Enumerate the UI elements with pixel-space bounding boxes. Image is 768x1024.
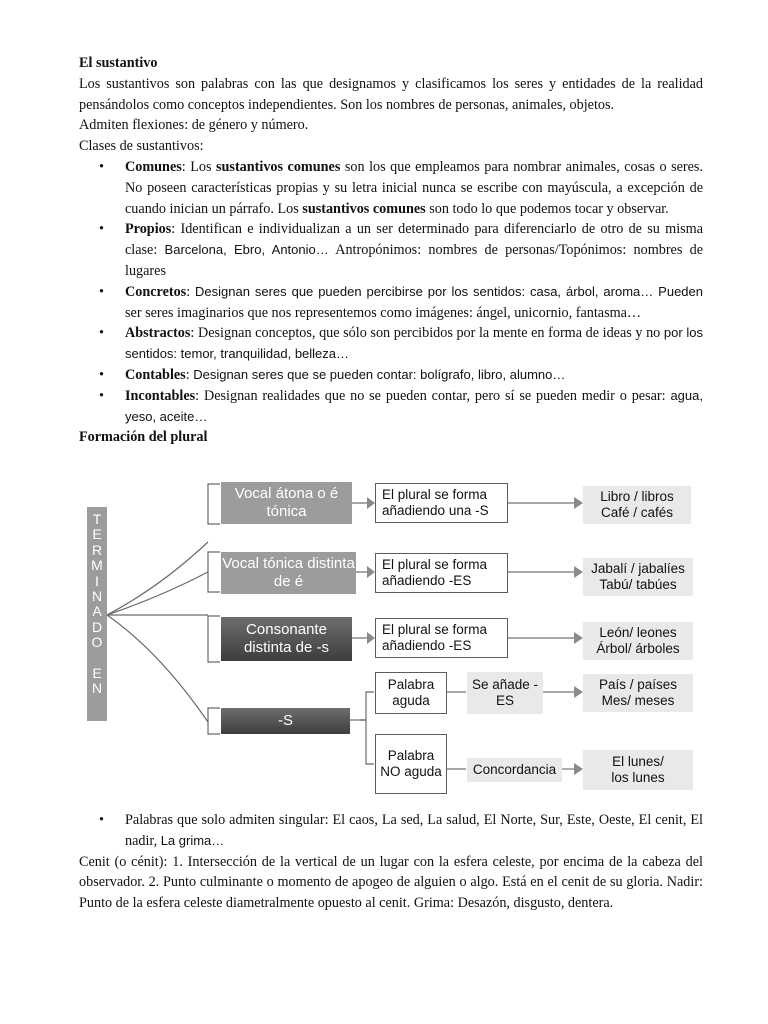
ending-s: -S bbox=[221, 708, 350, 734]
list-item-comunes bbox=[79, 157, 703, 219]
noun-classes-list bbox=[79, 157, 703, 427]
bullet-icon: • bbox=[99, 158, 104, 175]
examples-text: Barcelona, Ebro, Antonio… bbox=[164, 242, 329, 258]
document-body bbox=[79, 53, 703, 448]
item-text: Antropónimos: nombres de personas/Topónimos: nombres de lugares bbox=[125, 242, 704, 279]
side-letter: O bbox=[91, 634, 103, 651]
bullet-icon: • bbox=[99, 366, 104, 383]
item-text: : Identifican e individualizan a un ser determinado para diferenciarlo de otro de su misma clase: bbox=[125, 221, 703, 259]
list-item-propios bbox=[79, 219, 703, 281]
side-letter: M bbox=[91, 557, 103, 574]
result-leones: León/ leones Árbol/ árboles bbox=[583, 622, 693, 660]
plural-formation-diagram bbox=[0, 472, 768, 802]
result-jabalies: Jabalí / jabalíes Tabú/ tabúes bbox=[583, 558, 693, 596]
inflections-line: Admiten flexiones: de género y número. bbox=[79, 117, 309, 134]
side-letter: D bbox=[91, 618, 103, 635]
arrow-head-icon bbox=[574, 686, 583, 698]
connector-line bbox=[360, 720, 374, 764]
term-label: Abstractos bbox=[125, 325, 191, 342]
side-letter: E bbox=[92, 664, 102, 681]
side-letter: E bbox=[92, 526, 102, 543]
side-letter: N bbox=[91, 587, 103, 604]
bullet-icon: • bbox=[99, 325, 104, 342]
rule-add-es: El plural se forma añadiendo -ES bbox=[375, 618, 508, 658]
item-text: : bbox=[185, 366, 194, 383]
item-text: : Designan conceptos, que sólo son percibidos por la mente en forma de ideas y no bbox=[190, 325, 664, 342]
bullet-icon: • bbox=[99, 812, 104, 828]
arrow-head-icon bbox=[367, 566, 375, 578]
bullet-icon: • bbox=[99, 221, 104, 238]
palabra-no-aguda-box: Palabra NO aguda bbox=[375, 734, 447, 794]
item-text: : Designan realidades que no se pueden contar, pero sí se pueden medir o pesar: bbox=[195, 387, 671, 404]
bullet-icon: • bbox=[99, 283, 104, 300]
ending-vocal-atona: Vocal átona o é tónica bbox=[221, 482, 352, 524]
concordancia-box: Concordancia bbox=[467, 758, 562, 782]
connector-line bbox=[107, 572, 208, 615]
term-label: Contables bbox=[125, 366, 186, 383]
item-text: Palabras que solo admiten singular: El caos, La sed, La salud, El Norte, Sur, Este, Oeste, El cenit, El nadir, bbox=[125, 812, 703, 849]
list-item-incontables bbox=[79, 386, 703, 428]
bracket-line bbox=[208, 552, 220, 592]
connector-line bbox=[107, 542, 208, 615]
side-letter: A bbox=[92, 603, 102, 620]
bullet-icon: • bbox=[99, 387, 104, 404]
arrow-head-icon bbox=[367, 632, 375, 644]
list-item-abstractos bbox=[79, 323, 703, 365]
term-label: Comunes bbox=[125, 158, 182, 175]
term-label: Incontables bbox=[125, 387, 196, 404]
item-text: ser seres imaginarios que nos representemos como imágenes: ángel, unicornio, fantasma… bbox=[125, 304, 642, 321]
list-item-concretos bbox=[79, 282, 703, 324]
side-letter: N bbox=[91, 680, 103, 697]
terminado-en-vertical-label bbox=[87, 507, 107, 721]
item-text: son los que empleamos para nombrar animales, cosas o seres. No poseen características propias y su letra inicial nunca se escribe con mayúscula, a excepción de cuando inician un párrafo. Los bbox=[125, 158, 703, 217]
list-item-singular bbox=[79, 810, 703, 852]
examples-text: Designan seres que se pueden contar: bolígrafo, libro, alumno… bbox=[193, 366, 566, 382]
rule-add-es: El plural se forma añadiendo -ES bbox=[375, 553, 508, 593]
result-libros: Libro / libros Café / cafés bbox=[583, 486, 691, 524]
arrow-head-icon bbox=[574, 497, 583, 509]
ending-vocal-tonica: Vocal tónica distinta de é bbox=[221, 552, 356, 594]
side-letter: R bbox=[91, 541, 103, 558]
document-footer bbox=[79, 810, 703, 914]
term-label: Concretos bbox=[125, 283, 187, 300]
side-letter: I bbox=[95, 572, 99, 589]
examples-text: por los sentidos: temor, tranquilidad, belleza… bbox=[125, 325, 703, 362]
examples-text: Designan seres que pueden percibirse por los sentidos: casa, árbol, aroma… Pueden bbox=[195, 283, 703, 299]
result-lunes: El lunes/ los lunes bbox=[583, 750, 693, 790]
arrow-head-icon bbox=[574, 566, 583, 578]
item-text: son todo lo que podemos tocar y observar. bbox=[425, 200, 669, 217]
arrow-head-icon bbox=[367, 497, 375, 509]
arrow-head-icon bbox=[574, 632, 583, 644]
definition-paragraph: Los sustantivos son palabras con las que designamos y clasificamos los seres y entidades de la realidad pensándolos como conceptos independientes. Son los nombres de personas, animales, objetos. bbox=[79, 75, 703, 113]
side-letter: T bbox=[92, 511, 102, 527]
bracket-line bbox=[208, 484, 220, 524]
connector-line bbox=[360, 692, 374, 720]
section-title: El sustantivo bbox=[79, 55, 158, 71]
plural-section-title: Formación del plural bbox=[79, 429, 208, 446]
se-anade-es-box: Se añade -ES bbox=[467, 672, 543, 714]
classes-label: Clases de sustantivos: bbox=[79, 138, 204, 155]
connector-line bbox=[107, 615, 208, 722]
rule-add-s: El plural se forma añadiendo una -S bbox=[375, 483, 508, 523]
definitions-paragraph: Cenit (o cénit): 1. Intersección de la vertical de un lugar con la esfera celeste, por encima de la cabeza del observador. 2. Punto culminante o momento de apogeo de alguien o algo. Está en el cenit de su gloria. Nadir: Punto de la esfera celeste diametralmente opuesto al cenit. Grima: Desazón, disgusto, dentera. bbox=[79, 853, 703, 912]
bold-text: sustantivos comunes bbox=[302, 200, 426, 217]
examples-text: La grima… bbox=[160, 832, 225, 848]
palabra-aguda-box: Palabra aguda bbox=[375, 672, 447, 714]
bracket-line bbox=[208, 616, 220, 662]
result-paises: País / países Mes/ meses bbox=[583, 674, 693, 712]
ending-consonante: Consonante distinta de -s bbox=[221, 617, 352, 661]
term-label: Propios bbox=[125, 221, 172, 238]
item-text: : bbox=[186, 283, 196, 300]
examples-text: agua, yeso, aceite… bbox=[125, 387, 703, 424]
bracket-line bbox=[208, 708, 220, 734]
item-text: : Los bbox=[181, 158, 217, 175]
list-item-contables bbox=[79, 365, 703, 386]
arrow-head-icon bbox=[574, 763, 583, 775]
bold-text: sustantivos comunes bbox=[216, 158, 341, 175]
singular-only-list bbox=[79, 810, 703, 852]
